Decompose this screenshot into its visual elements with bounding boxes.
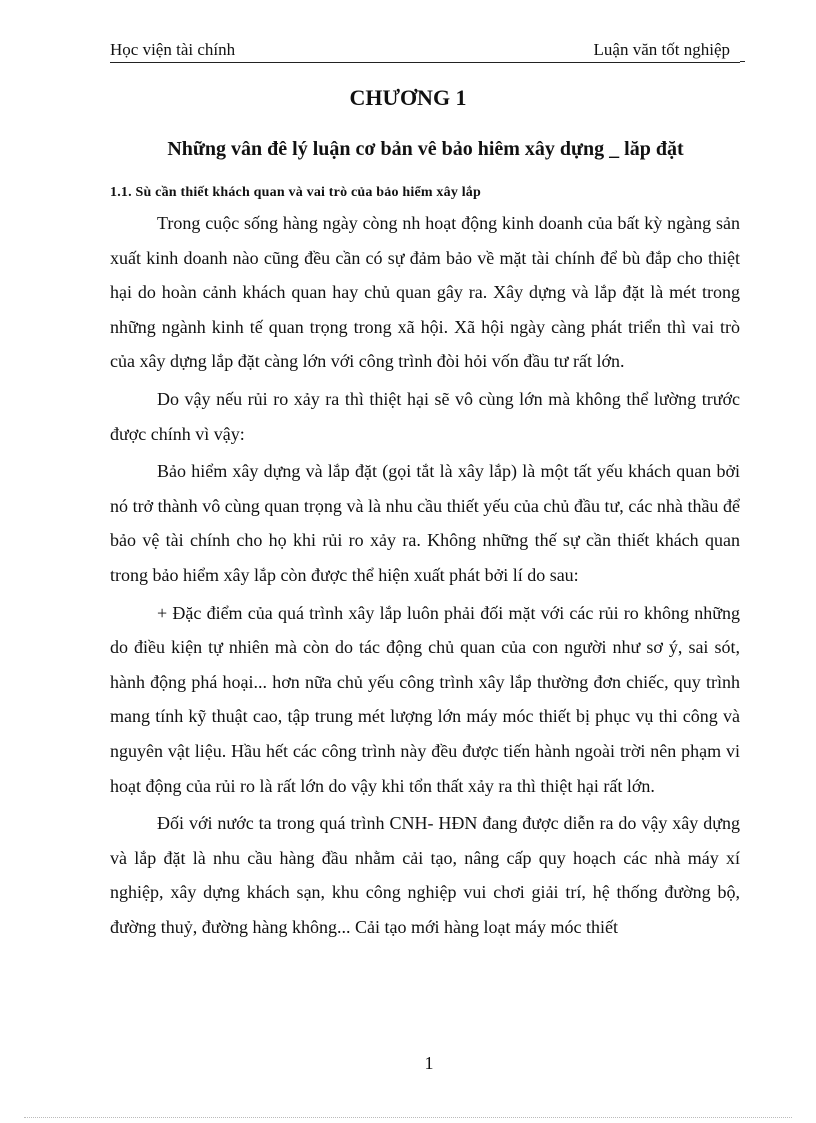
header-rule-end <box>740 61 745 62</box>
body-text <box>110 206 740 947</box>
page-bottom-divider <box>24 1117 792 1118</box>
chapter-title: CHƯƠNG 1 <box>349 85 467 110</box>
paragraph: Do vậy nếu rủi ro xảy ra thì thiệt hại sẽ vô cùng lớn mà không thể lường trước được chính vì vậy: <box>110 388 740 444</box>
paragraph: Trong cuộc sống hàng ngày còng nh hoạt động kinh doanh của bất kỳ ngàng sản xuất kinh doanh nào cũng đều cần có sự đảm bảo về mặt tài chính để bù đắp cho thiệt hại do hoàn cảnh khách quan hay chủ quan gây ra. Xây dựng và lắp đặt là mét trong những ngành kinh tế quan trọng trong xã hội. Xã hội ngày càng phát triển thì vai trò của xây dựng lắp đặt càng lớn với công trình đòi hỏi vốn đầu tư rất lớn. <box>110 213 740 372</box>
paragraph: + Đặc điểm của quá trình xây lắp luôn phải đối mặt với các rủi ro không những do điều kiện tự nhiên mà còn do tác động chủ quan của con người như sơ ý, sai sót, hành động phá hoại... hơn nữa chủ yếu công trình xây lắp thường đơn chiếc, quy trình mang tính kỹ thuật cao, tập trung mét lượng lớn máy móc thiết bị phục vụ thi công và nguyên vật liệu. Hầu hết các công trình này đều được tiến hành ngoài trời nên phạm vi hoạt động của rủi ro là rất lớn do vậy khi tổn thất xảy ra thì thiệt hại rất lớn. <box>110 602 740 796</box>
chapter-subtitle: Những vân đê lý luận cơ bản vê bảo hiêm xây dựng _ lăp đặt <box>167 138 684 160</box>
paragraph: Đối với nước ta trong quá trình CNH- HĐN đang được diễn ra do vậy xây dựng và lắp đặt là nhu cầu hàng đầu nhằm cải tạo, nâng cấp quy hoạch các nhà máy xí nghiệp, xây dựng khách sạn, khu công nghiệp vui chơi giải trí, hệ thống đường bộ, đường thuỷ, đường hàng không... Cải tạo mới hàng loạt máy móc thiết <box>110 813 740 937</box>
header-document-type: Luận văn tốt nghiệp <box>593 40 730 59</box>
paragraph: Bảo hiểm xây dựng và lắp đặt (gọi tắt là xây lắp) là một tất yếu khách quan bởi nó trở thành vô cùng quan trọng và là nhu cầu thiết yếu của chủ đầu tư, các nhà thầu để bảo vệ tài chính cho họ khi rủi ro xảy ra. Không những thế sự cần thiết khách quan trong bảo hiểm xây lắp còn được thể hiện xuất phát bởi lí do sau: <box>110 461 740 585</box>
section-heading: 1.1. Sù cần thiết khách quan và vai trò của bảo hiểm xây lắp <box>110 185 481 200</box>
page-number: 1 <box>424 1053 434 1073</box>
header-institution: Học viện tài chính <box>110 40 236 59</box>
page-header <box>110 40 740 63</box>
